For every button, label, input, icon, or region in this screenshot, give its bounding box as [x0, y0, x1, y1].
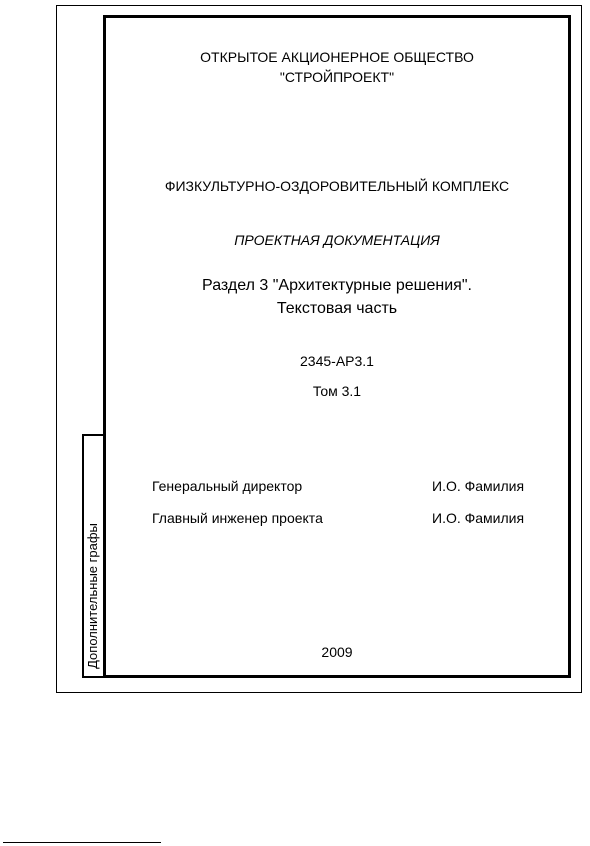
document-code: 2345-АР3.1 — [300, 353, 374, 369]
additional-columns-label: Дополнительные графы — [85, 523, 100, 669]
volume-number: Том 3.1 — [312, 383, 362, 399]
footnote-separator — [3, 842, 161, 843]
organization-name-line1: ОТКРЫТОЕ АКЦИОНЕРНОЕ ОБЩЕСТВО — [200, 49, 474, 65]
signature-name: И.О. Фамилия — [432, 478, 525, 494]
year: 2009 — [321, 644, 353, 660]
signature-name: И.О. Фамилия — [432, 510, 525, 526]
section-title-line2: Текстовая часть — [276, 300, 398, 317]
document-stage: ПРОЕКТНАЯ ДОКУМЕНТАЦИЯ — [234, 232, 440, 248]
signature-role: Главный инженер проекта — [152, 510, 323, 526]
project-title: ФИЗКУЛЬТУРНО-ОЗДОРОВИТЕЛЬНЫЙ КОМПЛЕКС — [164, 178, 510, 194]
organization-name-line2: "СТРОЙПРОЕКТ" — [279, 69, 395, 85]
inner-frame — [103, 15, 571, 678]
signature-role: Генеральный директор — [152, 478, 303, 494]
section-title-line1: Раздел 3 "Архитектурные решения". — [202, 277, 472, 294]
